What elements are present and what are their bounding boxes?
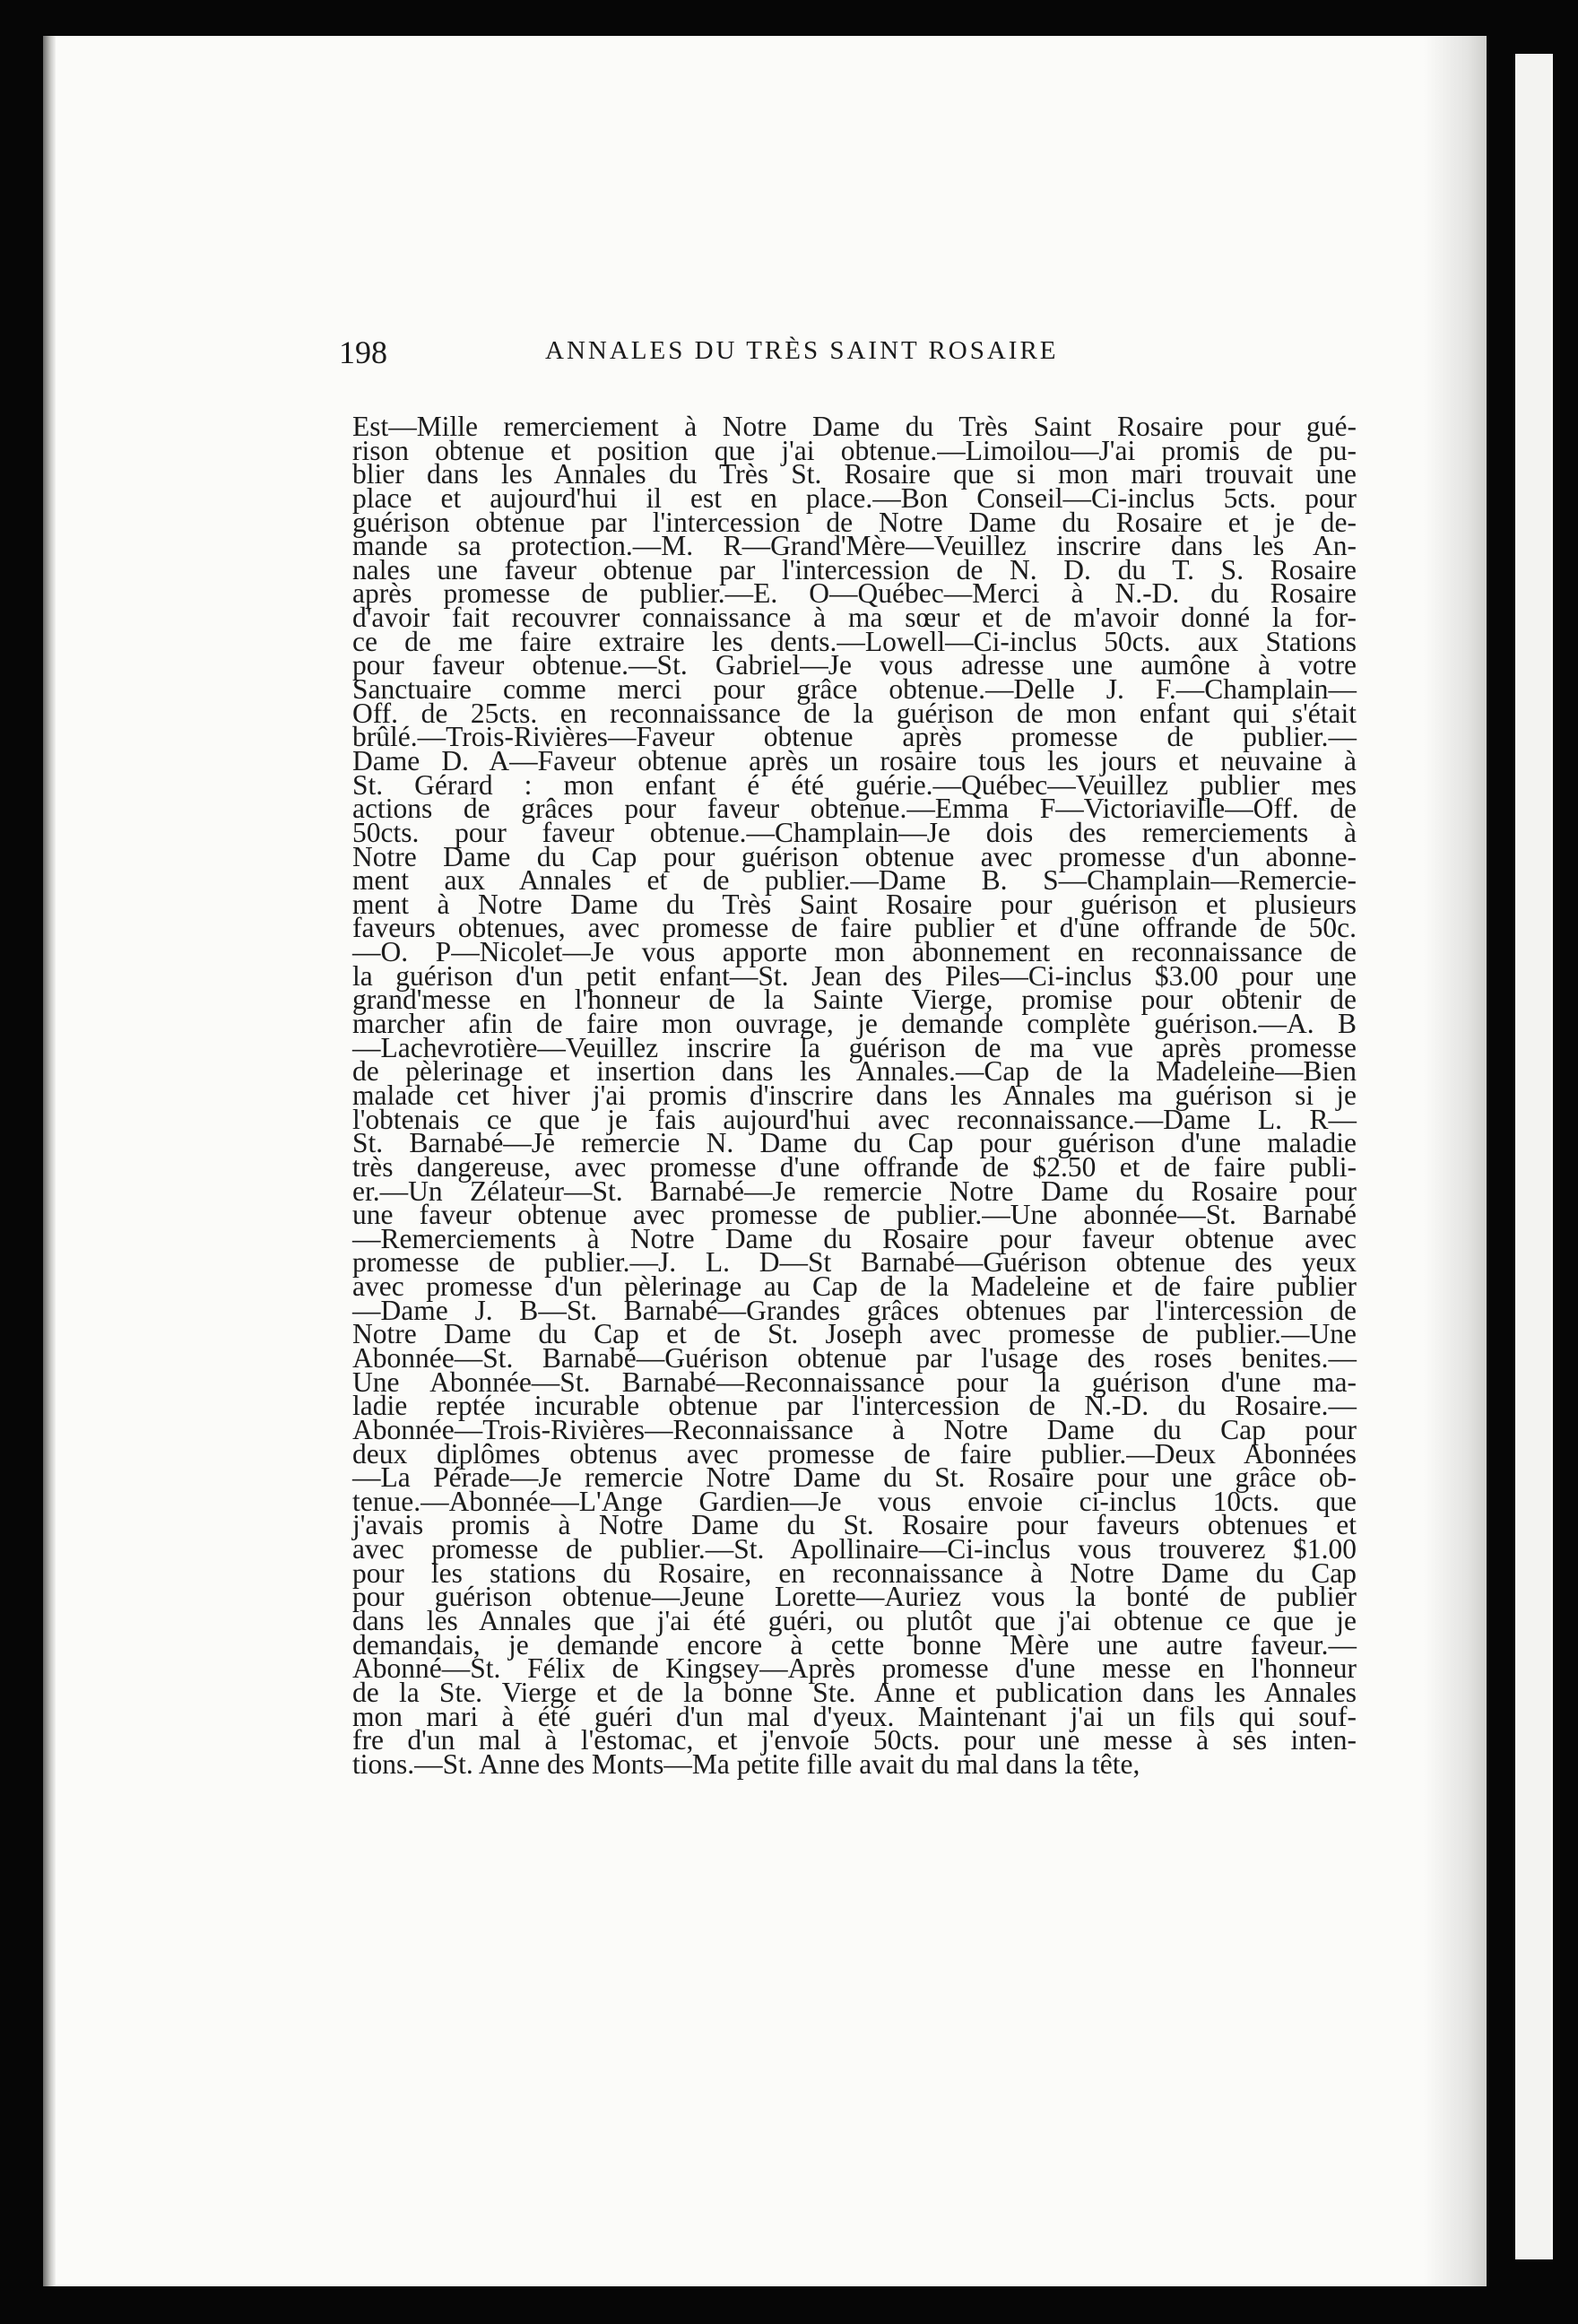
text-line: dans les Annales que j'ai été guéri, ou plutôt que j'ai obtenue ce que je <box>352 1605 1357 1637</box>
text-line: place et aujourd'hui il est en place.—Bon Conseil—Ci-inclus 5cts. pour <box>352 481 1357 514</box>
text-line: la guérison d'un petit enfant—St. Jean des Piles—Ci-inclus $3.00 pour une <box>352 959 1357 992</box>
text-line: rison obtenue et position que j'ai obtenue.—Limoilou—J'ai promis de pu- <box>352 434 1357 466</box>
text-line: —Dame J. B—St. Barnabé—Grandes grâces obtenues par l'intercession de <box>352 1294 1357 1326</box>
text-line: pour faveur obtenue.—St. Gabriel—Je vous adresse une aumône à votre <box>352 649 1357 681</box>
text-line: Dame D. A—Faveur obtenue après un rosaire tous les jours et neuvaine à <box>352 744 1357 776</box>
text-line: Notre Dame du Cap et de St. Joseph avec promesse de publier.—Une <box>352 1318 1357 1350</box>
text-line: malade cet hiver j'ai promis d'inscrire dans les Annales ma guérison si je <box>352 1079 1357 1111</box>
text-line: très dangereuse, avec promesse d'une offrande de $2.50 et de faire publi- <box>352 1150 1357 1183</box>
text-line: pour guérison obtenue—Jeune Lorette—Auriez vous la bonté de publier <box>352 1581 1357 1613</box>
text-line: promesse de publier.—J. L. D—St Barnabé—Guérison obtenue des yeux <box>352 1246 1357 1279</box>
text-line: —Remerciements à Notre Dame du Rosaire pour faveur obtenue avec <box>352 1222 1357 1254</box>
text-line: nales une faveur obtenue par l'intercession de N. D. du T. S. Rosaire <box>352 553 1357 585</box>
text-line: —La Pérade—Je remercie Notre Dame du St. Rosaire pour une grâce ob- <box>352 1461 1357 1494</box>
text-line: St. Barnabé—Je remercie N. Dame du Cap pour guérison d'une maladie <box>352 1127 1357 1159</box>
text-line: Sanctuaire comme merci pour grâce obtenue.—Delle J. F.—Champlain— <box>352 673 1357 706</box>
body-text <box>352 411 1357 1780</box>
text-line: une faveur obtenue avec promesse de publier.—Une abonnée—St. Barnabé <box>352 1199 1357 1231</box>
text-line: Off. de 25cts. en reconnaissance de la guérison de mon enfant qui s'était <box>352 697 1357 729</box>
text-line: j'avais promis à Notre Dame du St. Rosaire pour faveurs obtenues et <box>352 1509 1357 1541</box>
text-line: fre d'un mal à l'estomac, et j'envoie 50cts. pour une messe à ses inten- <box>352 1724 1357 1756</box>
running-title: ANNALES DU TRÈS SAINT ROSAIRE <box>545 336 1059 365</box>
text-line: ladie reptée incurable obtenue par l'intercession de N.-D. du Rosaire.— <box>352 1390 1357 1422</box>
text-line: er.—Un Zélateur—St. Barnabé—Je remercie Notre Dame du Rosaire pour <box>352 1175 1357 1207</box>
text-line: Une Abonnée—St. Barnabé—Reconnaissance pour la guérison d'une ma- <box>352 1366 1357 1398</box>
text-line: tions.—St. Anne des Monts—Ma petite fille avait du mal dans la tête, <box>352 1747 1140 1780</box>
text-line: de la Ste. Vierge et de la bonne Ste. Anne et publication dans les Annales <box>352 1676 1357 1708</box>
text-line: Est—Mille remerciement à Notre Dame du Très Saint Rosaire pour gué- <box>352 411 1357 442</box>
book-page <box>43 36 1487 2286</box>
text-line: deux diplômes obtenus avec promesse de faire publier.—Deux Abonnées <box>352 1437 1357 1470</box>
text-line: tenue.—Abonnée—L'Ange Gardien—Je vous envoie ci-inclus 10cts. que <box>352 1485 1357 1517</box>
text-line: —O. P—Nicolet—Je vous apporte mon abonnement en reconnaissance de <box>352 936 1357 968</box>
text-line: marcher afin de faire mon ouvrage, je demande complète guérison.—A. B <box>352 1008 1357 1040</box>
text-line: brûlé.—Trois-Rivières—Faveur obtenue après promesse de publier.— <box>352 721 1357 753</box>
text-line: l'obtenais ce que je fais aujourd'hui avec reconnaissance.—Dame L. R— <box>352 1103 1357 1135</box>
text-line: guérison obtenue par l'intercession de Notre Dame du Rosaire et je de- <box>352 506 1357 538</box>
text-line: faveurs obtenues, avec promesse de faire publier et d'une offrande de 50c. <box>352 912 1357 944</box>
text-line: de pèlerinage et insertion dans les Annales.—Cap de la Madeleine—Bien <box>352 1055 1357 1088</box>
text-line: après promesse de publier.—E. O—Québec—Merci à N.-D. du Rosaire <box>352 577 1357 610</box>
text-line: Abonné—St. Félix de Kingsey—Après promesse d'une messe en l'honneur <box>352 1652 1357 1685</box>
text-line: demandais, je demande encore à cette bonne Mère une autre faveur.— <box>352 1628 1357 1661</box>
text-line: actions de grâces pour faveur obtenue.—Emma F—Victoriaville—Off. de <box>352 793 1357 825</box>
text-line: —Lachevrotière—Veuillez inscrire la guérison de ma vue après promesse <box>352 1031 1357 1063</box>
text-line: blier dans les Annales du Très St. Rosaire que si mon mari trouvait une <box>352 458 1357 490</box>
text-line: 50cts. pour faveur obtenue.—Champlain—Je dois des remerciements à <box>352 816 1357 848</box>
text-line: pour les stations du Rosaire, en reconnaissance à Notre Dame du Cap <box>352 1557 1357 1589</box>
text-line: ment aux Annales et de publier.—Dame B. S—Champlain—Remercie- <box>352 864 1357 897</box>
text-line: Abonnée—St. Barnabé—Guérison obtenue par l'usage des roses benites.— <box>352 1341 1357 1374</box>
text-line: ment à Notre Dame du Très Saint Rosaire pour guérison et plusieurs <box>352 888 1357 920</box>
text-line: mon mari à été guéri d'un mal d'yeux. Maintenant j'ai un fils qui souf- <box>352 1700 1357 1732</box>
text-line: St. Gérard : mon enfant é été guérie.—Québec—Veuillez publier mes <box>352 768 1357 801</box>
text-line: Abonnée—Trois-Rivières—Reconnaissance à Notre Dame du Cap pour <box>352 1413 1357 1445</box>
text-line: avec promesse de publier.—St. Apollinaire—Ci-inclus vous trouverez $1.00 <box>352 1533 1357 1565</box>
text-line: grand'messe en l'honneur de la Sainte Vierge, promise pour obtenir de <box>352 984 1357 1016</box>
text-line: avec promesse d'un pèlerinage au Cap de la Madeleine et de faire publier <box>352 1270 1357 1303</box>
text-line: Notre Dame du Cap pour guérison obtenue avec promesse d'un abonne- <box>352 840 1357 872</box>
page-number: 198 <box>339 334 387 370</box>
facing-page-edge <box>1515 54 1553 2259</box>
text-line: mande sa protection.—M. R—Grand'Mère—Veuillez inscrire dans les An- <box>352 530 1357 562</box>
page-header <box>339 334 1146 373</box>
text-line: ce de me faire extraire les dents.—Lowell—Ci-inclus 50cts. aux Stations <box>352 625 1357 657</box>
text-line: d'avoir fait recouvrer connaissance à ma sœur et de m'avoir donné la for- <box>352 602 1357 634</box>
